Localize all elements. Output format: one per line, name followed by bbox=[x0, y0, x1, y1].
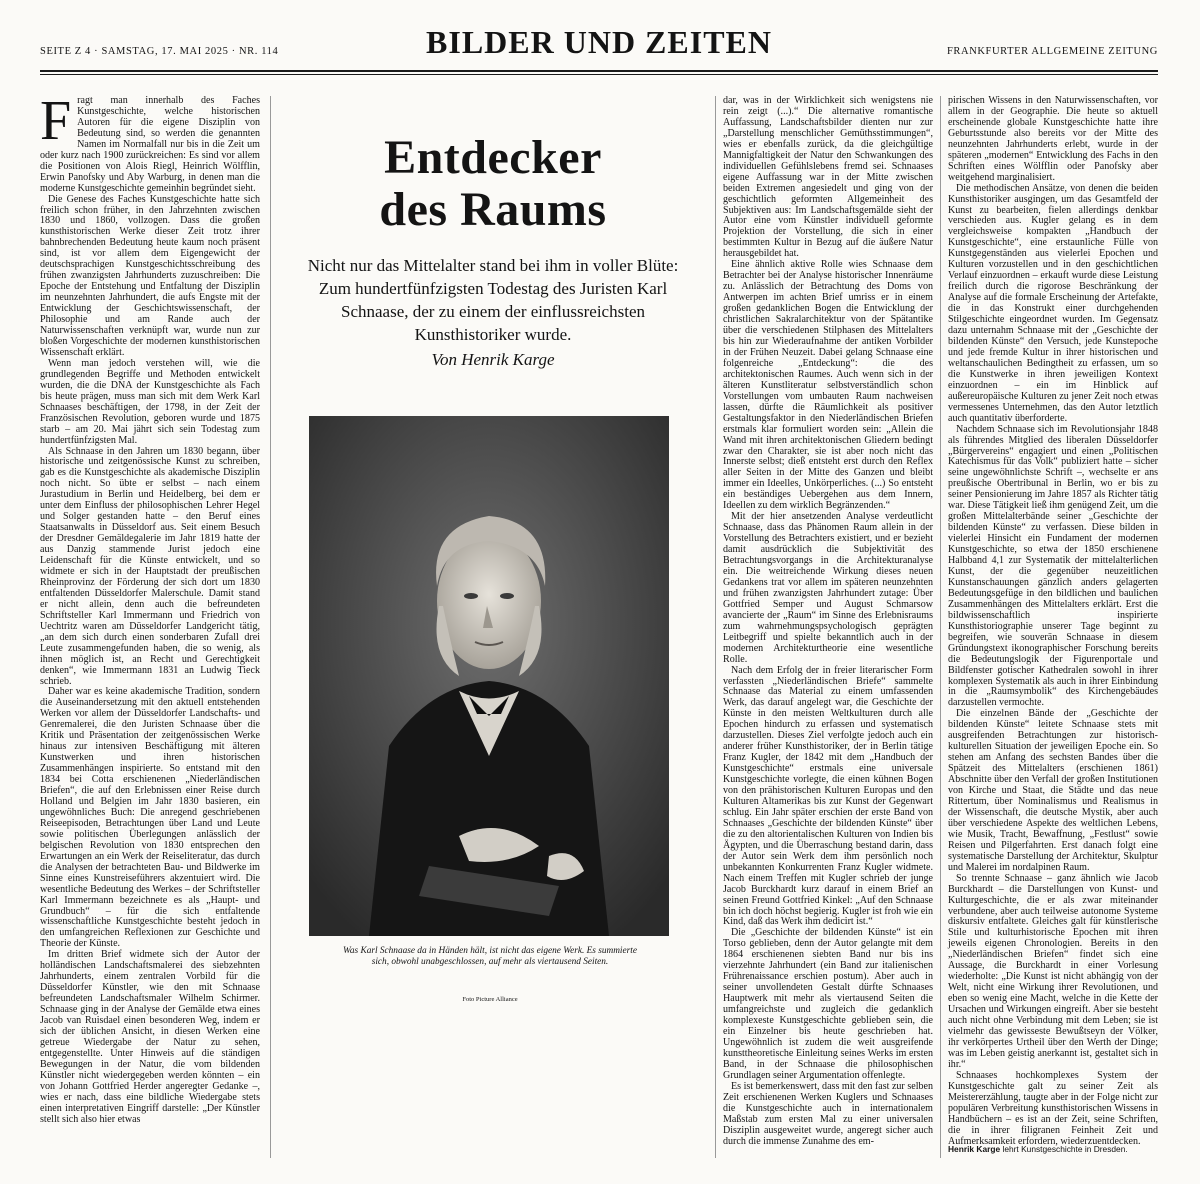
author-name: Henrik Karge bbox=[948, 1144, 1001, 1154]
column-divider bbox=[270, 96, 271, 1158]
paragraph: Daher war es keine akademische Tradition, sondern die Auseinandersetzung mit den aktuell entstehenden Werken vor allem der Düsseldorfer Landschafts- und Genremalerei, die den Juristen Schnaase über die Kritik und Präsentation der zeitgenössischen Werke hinaus zur intensiven Beschäftigung mit älteren Kunstwerken und ihren historischen Zusammenhängen inspirierte. So entstand mit den 1834 bei Cotta erschienenen „Niederländischen Briefen“, die auf den Erlebnissen einer Reise durch Holland und Belgien im Jahr 1830 basieren, ein ungewöhnliches Buch: Die anregend geschriebenen Reiseepisoden, Betrachtungen über Land und Leute sowie politischen Überlegungen anlässlich der belgischen Revolution von 1830 entsprechen den Erwartungen an ein Werk der Reiseliteratur, das durch die Analysen der betrachteten Bau- und Bildwerke im Sinne eines Kunstreiseführers akzentuiert wird. Die wesentliche Bedeutung des Werkes – der Schriftsteller Karl Immermann bezeichnete es als „Haupt- und Grundbuch“ – für die sich entfaltende wissenschaftliche Kunstgeschichte besteht jedoch in den umfangreichen Reflexionen zur Geschichte und Theorie der Künste. bbox=[40, 686, 260, 950]
paragraph: Als Schnaase in den Jahren um 1830 begann, über historische und zeitgenössische Kunst zu schreiben, gab es die Kunstgeschichte als akademische Disziplin noch nicht. So übte er selbst – nach einem Jurastudium in Berlin und Heidelberg, bei dem er unter dem Einfluss der philosophischen Lehrer Hegel und Solger gestanden hatte – den Beruf eines Staatsanwalts in Düsseldorf aus. Seit einem Besuch der Dresdner Gemäldegalerie im Jahr 1819 hatte der aus Danzig stammende Jurist jedoch eine Leidenschaft für die Künste entwickelt, und so widmete er sich in der Hauptstadt der preußischen Rheinprovinz der Förderung der sich dort um 1830 entfaltenden Düsseldorfer Malerschule. Damit stand er nicht allein, denn auch die befreundeten Schriftsteller Karl Immermann und Friedrich von Uechtritz waren am Düsseldorfer Landgericht tätig, „an dem sich durch einen sonderbaren Zufall drei Leute zusammengefunden haben, die so wenig, als ihnen möglich ist, an Recht und Gerechtigkeit denken“, wie Immermann 1831 an Ludwig Tieck schrieb. bbox=[40, 445, 260, 687]
photo-credit: Foto Picture Alliance bbox=[462, 996, 518, 1003]
paragraph: Wenn man jedoch verstehen will, wie die grundlegenden Begriffe und Methoden entwickelt wurden, die die DNA der Kunstgeschichte als Fach bis heute prägen, muss man sich mit dem Werk Karl Schnaases beschäftigen, der 1798, in der Zeit der Französischen Revolution, geboren wurde und 1875 starb – am 20. Mai jährt sich sein Todestag zum hundertfünfzigsten Mal. bbox=[40, 357, 260, 446]
author-description: lehrt Kunstgeschichte in Dresden. bbox=[1002, 1144, 1128, 1154]
deck-text: Nicht nur das Mittelalter stand bei ihm in voller Blüte: Zum hundertfünfzigsten Todestag des Juristen Karl Schnaase, der zu einem der einflussreichsten Kunsthistoriker wurde. bbox=[307, 256, 679, 344]
headline bbox=[280, 132, 706, 236]
paragraph: Die Genese des Faches Kunstgeschichte hatte sich freilich schon früher, in den Jahrzehnten zwischen 1830 und 1860, vollzogen. Dass die großen kunsthistorischen Werke dieser Zeit trotz ihrer bahnbrechenden Bedeutung heute kaum noch präsent sind, ist vor allem dem Eigengewicht der deutschsprachigen Kunstgeschichtsschreibung des frühen zwanzigsten Jahrhunderts zuzuschreiben: Die Epoche der Entstehung und Entfaltung der Disziplin im neunzehnten Jahrhundert, die aufs Engste mit der Entwicklung der Geschichtswissenschaft, der Philosophie und am Rande auch der Naturwissenschaften verknüpft war, wurde nun zur bloßen Vorgeschichte der modernen kunsthistorischen Wissenschaft erklärt. bbox=[40, 193, 260, 358]
headline-line-1: Entdecker bbox=[384, 131, 602, 184]
paragraph: Schnaases hochkomplexes System der Kunstgeschichte galt zu seiner Zeit als Meistererzählung, taugte aber in der Folge nicht zur populären Verbreitung kunsthistorischen Wissens in Handbüchern – es ist an der Zeit, seine Schriften, die in ihrer filigranen Feinheit Zeit und Aufmerksamkeit erfordern, wiederzuentdecken. bbox=[948, 1069, 1158, 1147]
paragraph: Mit der hier ansetzenden Analyse verdeutlicht Schnaase, dass das Phänomen Raum allein in der Vorstellung des Betrachters existiert, und er bezieht damit ausdrücklich die Subjektivität des Betrachtungsvorgangs in die Architekturanalyse ein. Die weitreichende Wirkung dieses neuen Gedankens trat vor allem im späteren neunzehnten und frühen zwanzigsten Jahrhundert zutage: Über Gottfried Semper und August Schmarsow avancierte der „Raum“ im Sinne des Erlebnisraums zum wahrnehmungspsychologisch geprägten Leitbegriff und spielte bekanntlich auch in der modernen Architekturtheorie eine wesentliche Rolle. bbox=[723, 511, 933, 665]
photo-caption: Was Karl Schnaase da in Händen hält, ist nicht das eigene Werk. Es summierte sich, obwohl unabgeschlossen, auf mehr als viertausend Seiten. bbox=[343, 946, 637, 967]
paragraph: Nachdem Schnaase sich im Revolutionsjahr 1848 als führendes Mitglied des liberalen Düsseldorfer „Bürgervereins“ engagiert und einen „Politischen Katechismus für das Volk“ publiziert hatte – sicher seine ungewöhnlichste Schrift –, wechselte er ans preußische Obertribunal in Berlin, wo er bis zu seiner Pensionierung im Jahre 1857 als Richter tätig war. Diese Tätigkeit ließ ihm genügend Zeit, um die großen Mittelalterbände seiner „Geschichte der bildenden Künste“ zu verfassen. Diese bilden in vielerlei Hinsicht ein Fundament der modernen Kunstgeschichte, so etwa der 1850 erschienene Halbband 4,1 zur Systematik der mittelalterlichen Kunst, der die gegenüber neuzeitlichen Kunstanschauungen gänzlich anders gelagerten Bedeutungsgefüge in den bildlichen und baulichen Zusammenhängen des Mittelalters erklärt. Erst die bildwissenschaftlich inspirierte Kunsthistoriographie unserer Tage beginnt zu begreifen, wie souverän Schnaase in diesem Gründungstext ikonographischer Forschung bereits die Bedeutungslogik der Figurenportale und Bildfenster gotischer Kathedralen sowohl in ihrer komplexen Systematik als auch in ihrer Einbindung in die „Raumsymbolik“ des Kirchengebäudes darzustellen vermochte. bbox=[948, 423, 1158, 709]
paragraph: Die methodischen Ansätze, von denen die beiden Kunsthistoriker ausgingen, um das Gesamtfeld der Kunst zu bearbeiten, fielen allerdings denkbar verschieden aus. Kugler gelang es in dem vergleichsweise kompakten „Handbuch der Kunstgeschichte“, eine erstaunliche Fülle von Kunstgegenständen aus vielerlei Epochen und Kulturen vorzustellen und in den geschichtlichen Verlauf einzuordnen – erkauft wurde diese Leistung freilich durch die rigorose Beschränkung der Analyse auf die formale Erscheinung der Artefakte, die in das Konstrukt einer durchgehenden Stilgeschichte eingeordnet wurden. Im Gegensatz dazu unternahm Schnaase mit der „Geschichte der bildenden Künste“ den Versuch, jede Kunstepoche und jede fremde Kultur in ihrer historischen und weltanschaulichen Bedingtheit zu erfassen, um so die Kunstwerke in ihren jeweiligen Kontext einzuordnen – ein im Hinblick auf außereuropäische Kulturen zu jener Zeit noch etwas vermessenes Unternehmen, das den Autor letztlich auch quantitativ überforderte. bbox=[948, 182, 1158, 424]
paragraph: Im dritten Brief widmete sich der Autor der holländischen Landschaftsmalerei des siebzehnten Jahrhunderts, einem zentralen Vorbild für die Düsseldorfer Künstler, wie den mit Schnaase befreundeten Landschaftsmaler Wilhelm Schirmer. Schnaase ging in der Analyse der Gemälde etwa eines Jacob van Ruisdael einen besonderen Weg, indem er sich der üblichen Ansicht, in diesen Werken eine getreue Wiedergabe der Natur zu sehen, entgegenstellte. Unter Hinweis auf die ständigen Bewegungen in der Natur, die vom bildenden Künstler nicht wiedergegeben werden könnten – ein von Johann Gottfried Herder angeregter Gedanke –, wies er nach, dass eine bildliche Wiedergabe stets einen interpretativen Eingriff darstelle: „Der Künstler stellt sich also hier etwas bbox=[40, 949, 260, 1125]
paragraph: Nach dem Erfolg der in freier literarischer Form verfassten „Niederländischen Briefe“ sammelte Schnaase das Material zu einem umfassenden Werk, das darauf angelegt war, die Geschichte der Künste in den meisten Weltkulturen durch alle Epochen hindurch zu erfassen und systematisch darzustellen. Dieses Ziel verfolgte jedoch auch ein anderer früher Kunsthistoriker, der in Berlin tätige Franz Kugler, der 1842 mit dem „Handbuch der Kunstgeschichte“ erstmals eine universale Kunstgeschichte vorlegte, die einen kühnen Bogen von den prähistorischen Kulturen Europas und den Kulturen Altamerikas bis zur Kunst der Gegenwart schlug. Ein Jahr später erschien der erste Band von Schnaases „Geschichte der bildenden Künste“ über die zu den altorientalischen Kulturen von Indien bis Ägypten, und die Überraschung bestand darin, dass der Autor sein Werk dem ihm persönlich noch unbekannten Konkurrenten Franz Kugler widmete. Nach einem Treffen mit Kugler schrieb der junge Jacob Burckhardt kurz darauf in einem Brief an seinen Freund Gottfried Kinkel: „Auf den Schnaase bin ich doch höchst begierig. Kugler ist froh wie ein Kind, daß das Werk ihm dedicirt ist.“ bbox=[723, 664, 933, 928]
headline-block bbox=[280, 96, 706, 1158]
issue-info: SEITE Z 4 · SAMSTAG, 17. MAI 2025 · NR. 114 bbox=[40, 46, 279, 57]
article-column-3 bbox=[723, 96, 933, 1158]
paragraph: Es ist bemerkenswert, dass mit den fast zur selben Zeit erschienenen Werken Kuglers und Schnaases die Kunstgeschichte auch in internationalem Maßstab zum ersten Mal zu einer universalen Disziplin ausgeweitet wurde, angeregt sicher auch durch die immense Zunahme des em- bbox=[723, 1080, 933, 1147]
paragraph: Die einzelnen Bände der „Geschichte der bildenden Künste“ leitete Schnaase stets mit ausgreifenden Betrachtungen zur historisch-kulturellen Situation der jeweiligen Epoche ein. So stehen am Anfang des sechsten Bandes über die Spätzeit des Mittelalters (erschienen 1861) Abschnitte über den Verfall der großen Institutionen von Kirche und Staat, die Städte und das neue Rittertum, über Nominalismus und Realismus in der Wissenschaft, die deutsche Mystik, aber auch über verschiedene Aspekte des weltlichen Lebens, wie Musik, Tracht, Bewaffnung, „Festlust“ sowie Reisen und Pilgerfahrten. Erst danach folgt eine systematische Darstellung der Architektur, Skulptur und Malerei im nordalpinen Raum. bbox=[948, 708, 1158, 873]
headline-line-2: des Raums bbox=[379, 183, 607, 236]
article-column-4 bbox=[948, 95, 1158, 1147]
portrait-illustration bbox=[309, 416, 669, 936]
column-divider bbox=[940, 96, 941, 1158]
newspaper-name: FRANKFURTER ALLGEMEINE ZEITUNG bbox=[946, 46, 1158, 57]
byline: Von Henrik Karge bbox=[431, 350, 555, 369]
paragraph: Eine ähnlich aktive Rolle wies Schnaase dem Betrachter bei der Analyse historischer Innenräume zu. Anlässlich der Betrachtung des Doms von Antwerpen im achten Brief umriss er in einem großen gedanklichen Bogen die Entwicklung der christlichen Sakralarchitektur von der Spätantike über die verschiedenen Stilphasen des Mittelalters bis hin zur Wiederaufnahme der antiken Vorbilder in der Frühen Neuzeit. Dabei gelang Schnaase eine folgenreiche „Entdeckung“: die des architektonischen Raumes. Auch wenn sich in der älteren Kunstliteratur selbstverständlich schon Vorstellungen vom umbauten Raum nachweisen lassen, dürfte die Räumlichkeit als positiver Gestaltungsfaktor in den Niederländischen Briefen erstmals klar formuliert worden sein: „Allein die Wand mit ihren architektonischen Gliedern bedingt zwar den Charakter, sie ist aber noch nicht das Innerste selbst; dieß entsteht erst durch den Reflex aller Seiten in der Mitte des Ganzen und bleibt immer ein Ideelles, Unkörperliches. (...) So entsteht ein beständiges Uebergehen aus dem Innern, Ideellen zu dem wirklich Begränzenden.“ bbox=[723, 259, 933, 512]
portrait-photo bbox=[309, 416, 669, 936]
masthead bbox=[40, 24, 1158, 68]
section-title: BILDER UND ZEITEN bbox=[426, 24, 772, 60]
masthead-rule bbox=[40, 70, 1158, 72]
drop-cap: F bbox=[40, 90, 72, 152]
masthead-rule-thin bbox=[40, 74, 1158, 75]
author-note bbox=[948, 1144, 1158, 1154]
paragraph: So trennte Schnaase – ganz ähnlich wie Jacob Burckhardt – die Darstellungen von Kunst- und Kulturgeschichte, die er als zwar miteinander verbundene, aber auch teilweise autonome Systeme diskursiv entfaltete. Gleiches galt für künstlerische Stile und kulturhistorische Epochen mit ihren jeweils eigenen Chronologien. Bereits in den „Niederländischen Briefen“ findet sich eine Aussage, die Burckhardt in einer Vorlesung wiederholte: „Die Kunst ist nicht abhängig von der Welt, nicht eine Wirkung ihrer Revolutionen, und eben so wenig eine Macht, welche in die Kette der Ursachen und Wirkungen eingreift. Aber sie besteht auch nicht ohne Verbindung mit dem Leben; sie ist vielmehr das gewisseste Bewußtseyn der Völker, ihr verkörpertes Urtheil über den Werth der Dinge; was im Leben geistig anerkannt ist, gestaltet sich in ihr.“ bbox=[948, 872, 1158, 1070]
paragraph: Fragt man innerhalb des Faches Kunstgeschichte, welche historischen Autoren für die eigene Disziplin von Bedeutung sind, so werden die genannten Namen im Normalfall nur bis in die Zeit um oder kurz nach 1900 zurückreichen: Es sind vor allem die Positionen von Alois Riegl, Heinrich Wölfflin, Erwin Panofsky und Aby Warburg, in denen man die moderne Kunstgeschichte gemeinhin begründet sieht. bbox=[40, 90, 260, 194]
article-column-1 bbox=[40, 90, 260, 1158]
paragraph: dar, was in der Wirklichkeit sich wenigstens nie rein zeigt (...).“ Die alternative romantische Auffassung, Landschaftsbilder dienten nur zur „Darstellung menschlicher Gemüthsstimmungen“, wies er ebenfalls zurück, da die gleichgültige Mannigfaltigkeit der Natur den Schwankungen des individuellen Gefühlslebens fremd sei. Schnaases eigene Auffassung war in der Mitte zwischen beiden Extremen angesiedelt und ging von der geschichtlich geformten Allgemeinheit des Subjektiven aus: Im Landschaftsgemälde sieht der Autor eine vom Künstler individuell geformte Projektion der Vorstellung, die sich in einer bestimmten Kultur in Bezug auf die äußere Natur herausgebildet hat. bbox=[723, 95, 933, 260]
paragraph: Die „Geschichte der bildenden Künste“ ist ein Torso geblieben, denn der Autor gelangte mit dem 1864 erschienenen siebten Band nur bis ins vierzehnte Jahrhundert (ein Band zur italienischen Frührenaissance erschien postum). Aber auch in seiner unvollendeten Gestalt dürfte Schnaases Hauptwerk mit mehr als viertausend Seiten die umfangreichste und zugleich die gedanklich komplexeste Kunstgeschichte geblieben sein, die ein Einzelner bis heute geschrieben hat. Ungewöhnlich ist zudem die weit ausgreifende kunsttheoretische Einleitung seines Werks im ersten Band, in der Schnaase die philosophischen Grundlagen seiner Argumentation offenlegte. bbox=[723, 927, 933, 1081]
paragraph: pirischen Wissens in den Naturwissenschaften, vor allem in der Geographie. Die heute so aktuell erscheinende globale Kunstgeschichte hatte ihre Geburtsstunde also bereits vor der Mitte des neunzehnten Jahrhunderts erlebt, wurde in der späteren „modernen“ Entwicklung des Fachs in den Schriften eines Wölfflin oder Panofsky aber weitgehend marginalisiert. bbox=[948, 95, 1158, 183]
column-divider bbox=[715, 96, 716, 1158]
